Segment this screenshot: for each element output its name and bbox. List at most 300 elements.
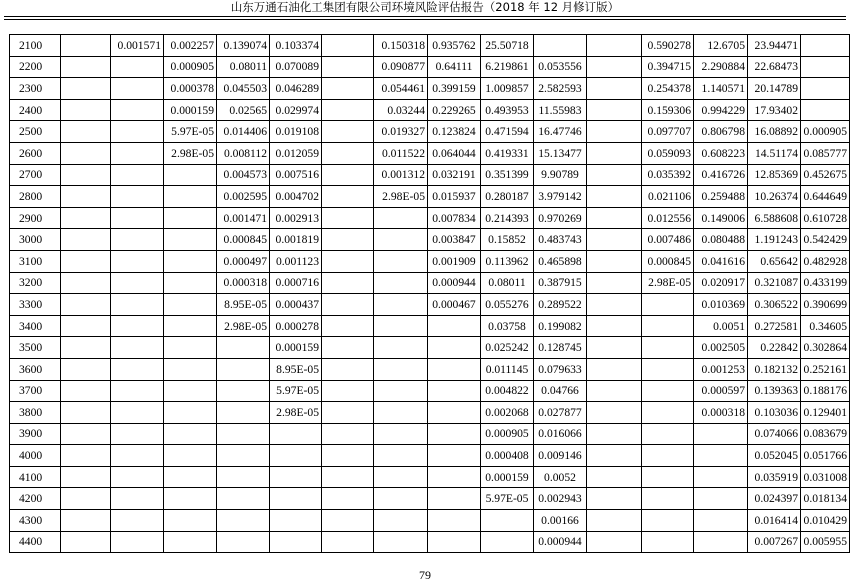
table-cell	[587, 35, 642, 57]
table-cell	[642, 423, 694, 445]
table-cell: 0.002257	[164, 35, 217, 57]
table-cell: 0.052045	[748, 445, 801, 467]
table-cell	[694, 510, 748, 532]
table-cell	[587, 488, 642, 510]
table-cell: 0.085777	[801, 142, 850, 164]
table-cell	[322, 531, 374, 553]
table-cell	[322, 99, 374, 121]
table-row	[10, 56, 850, 78]
table-cell: 0.029974	[270, 99, 322, 121]
table-cell: 0.009146	[534, 445, 587, 467]
table-row	[10, 466, 850, 488]
table-row	[10, 294, 850, 316]
table-cell: 0.016414	[748, 510, 801, 532]
table-cell: 0.007486	[642, 229, 694, 251]
table-cell	[61, 466, 111, 488]
table-cell: 0.001312	[374, 164, 428, 186]
table-cell	[270, 445, 322, 467]
table-cell: 0.045503	[217, 78, 270, 100]
table-cell	[61, 315, 111, 337]
table-cell: 15.13477	[534, 142, 587, 164]
table-cell	[61, 445, 111, 467]
table-cell: 0.02565	[217, 99, 270, 121]
table-cell: 2.98E-05	[164, 142, 217, 164]
depth-cell: 3300	[10, 294, 61, 316]
table-cell: 0.452675	[801, 164, 850, 186]
table-cell	[164, 445, 217, 467]
table-cell	[111, 380, 164, 402]
table-cell	[481, 531, 534, 553]
table-cell: 0.259488	[694, 186, 748, 208]
table-cell	[322, 488, 374, 510]
table-cell: 0.000716	[270, 272, 322, 294]
table-cell: 2.290884	[694, 56, 748, 78]
table-cell	[164, 294, 217, 316]
table-cell: 0.0051	[694, 315, 748, 337]
table-row	[10, 207, 850, 229]
table-cell: 0.34605	[801, 315, 850, 337]
table-cell: 0.011522	[374, 142, 428, 164]
table-cell: 5.97E-05	[481, 488, 534, 510]
table-cell	[111, 315, 164, 337]
table-cell	[428, 466, 481, 488]
table-cell: 0.254378	[642, 78, 694, 100]
table-cell	[322, 35, 374, 57]
table-cell	[374, 466, 428, 488]
table-cell: 0.000497	[217, 250, 270, 272]
table-cell: 0.000437	[270, 294, 322, 316]
table-cell: 0.139074	[217, 35, 270, 57]
table-cell: 0.644649	[801, 186, 850, 208]
depth-cell: 2400	[10, 99, 61, 121]
table-cell	[694, 445, 748, 467]
table-cell: 0.128745	[534, 337, 587, 359]
table-cell: 23.94471	[748, 35, 801, 57]
table-cell	[642, 466, 694, 488]
table-cell: 0.007834	[428, 207, 481, 229]
table-cell	[164, 207, 217, 229]
table-cell	[322, 402, 374, 424]
table-cell	[61, 510, 111, 532]
table-cell: 0.012059	[270, 142, 322, 164]
table-cell	[217, 380, 270, 402]
table-cell: 0.008112	[217, 142, 270, 164]
table-cell: 0.018134	[801, 488, 850, 510]
table-cell: 0.014406	[217, 121, 270, 143]
table-cell: 0.004822	[481, 380, 534, 402]
table-cell: 0.074066	[748, 423, 801, 445]
table-cell	[61, 402, 111, 424]
table-cell	[164, 380, 217, 402]
table-cell: 0.493953	[481, 99, 534, 121]
table-cell	[534, 35, 587, 57]
table-cell	[587, 510, 642, 532]
table-row	[10, 35, 850, 57]
table-cell: 0.103374	[270, 35, 322, 57]
table-cell	[164, 402, 217, 424]
table-cell	[322, 294, 374, 316]
table-cell: 0.015937	[428, 186, 481, 208]
table-cell: 0.399159	[428, 78, 481, 100]
table-cell: 0.007516	[270, 164, 322, 186]
table-cell	[322, 121, 374, 143]
table-cell	[587, 402, 642, 424]
table-cell	[374, 207, 428, 229]
table-cell	[587, 423, 642, 445]
table-cell	[111, 531, 164, 553]
table-cell	[322, 207, 374, 229]
table-cell	[587, 207, 642, 229]
header-rule-thin	[4, 19, 846, 20]
table-cell: 0.031008	[801, 466, 850, 488]
table-cell: 2.98E-05	[374, 186, 428, 208]
table-cell	[270, 488, 322, 510]
table-cell: 0.010369	[694, 294, 748, 316]
table-cell	[587, 272, 642, 294]
table-cell	[111, 294, 164, 316]
table-cell: 0.433199	[801, 272, 850, 294]
table-cell	[642, 315, 694, 337]
table-cell: 2.582593	[534, 78, 587, 100]
table-cell: 9.90789	[534, 164, 587, 186]
table-cell	[164, 531, 217, 553]
table-cell	[61, 186, 111, 208]
table-cell	[164, 358, 217, 380]
table-cell	[587, 315, 642, 337]
table-cell: 0.001123	[270, 250, 322, 272]
table-cell	[322, 56, 374, 78]
table-cell	[642, 510, 694, 532]
depth-cell: 3100	[10, 250, 61, 272]
table-cell	[428, 358, 481, 380]
table-cell: 0.321087	[748, 272, 801, 294]
table-cell	[322, 164, 374, 186]
table-cell: 0.059093	[642, 142, 694, 164]
table-cell: 0.150318	[374, 35, 428, 57]
table-row	[10, 78, 850, 100]
table-cell: 0.289522	[534, 294, 587, 316]
table-cell: 0.000467	[428, 294, 481, 316]
table-cell	[217, 531, 270, 553]
table-cell: 0.149006	[694, 207, 748, 229]
table-cell: 5.97E-05	[164, 121, 217, 143]
table-cell: 0.590278	[642, 35, 694, 57]
table-row	[10, 272, 850, 294]
table-cell	[374, 358, 428, 380]
table-cell: 0.465898	[534, 250, 587, 272]
table-cell	[322, 380, 374, 402]
table-cell	[111, 510, 164, 532]
table-cell: 0.229265	[428, 99, 481, 121]
table-cell: 0.035919	[748, 466, 801, 488]
table-cell: 22.68473	[748, 56, 801, 78]
table-cell	[801, 35, 850, 57]
table-cell: 0.079633	[534, 358, 587, 380]
table-cell	[61, 121, 111, 143]
table-cell	[642, 358, 694, 380]
table-row	[10, 229, 850, 251]
table-row	[10, 164, 850, 186]
table-cell	[428, 445, 481, 467]
table-cell	[217, 510, 270, 532]
table-cell: 0.000905	[481, 423, 534, 445]
table-cell	[587, 294, 642, 316]
table-cell	[111, 445, 164, 467]
table-cell: 0.046289	[270, 78, 322, 100]
table-cell: 0.351399	[481, 164, 534, 186]
table-cell	[642, 488, 694, 510]
table-cell	[164, 186, 217, 208]
depth-cell: 2900	[10, 207, 61, 229]
table-cell	[428, 531, 481, 553]
table-cell	[801, 78, 850, 100]
table-cell	[374, 250, 428, 272]
page-number: 79	[419, 568, 431, 582]
table-cell: 1.191243	[748, 229, 801, 251]
table-cell: 0.020917	[694, 272, 748, 294]
table-cell: 5.97E-05	[270, 380, 322, 402]
table-cell	[587, 531, 642, 553]
table-cell	[801, 99, 850, 121]
table-cell: 0.608223	[694, 142, 748, 164]
table-cell: 0.139363	[748, 380, 801, 402]
table-cell	[164, 164, 217, 186]
table-cell	[587, 466, 642, 488]
table-cell: 0.025242	[481, 337, 534, 359]
table-cell	[111, 488, 164, 510]
table-cell: 0.306522	[748, 294, 801, 316]
table-cell: 0.080488	[694, 229, 748, 251]
table-cell: 0.03244	[374, 99, 428, 121]
table-cell: 0.000845	[217, 229, 270, 251]
depth-cell: 3800	[10, 402, 61, 424]
table-cell	[587, 164, 642, 186]
table-cell: 0.001471	[217, 207, 270, 229]
table-cell: 0.000159	[164, 99, 217, 121]
table-cell: 0.000944	[428, 272, 481, 294]
table-cell	[61, 35, 111, 57]
table-cell	[642, 402, 694, 424]
table-cell: 0.002943	[534, 488, 587, 510]
table-cell	[428, 380, 481, 402]
table-cell	[374, 423, 428, 445]
depth-cell: 3700	[10, 380, 61, 402]
depth-cell: 4200	[10, 488, 61, 510]
table-row	[10, 142, 850, 164]
depth-cell: 4100	[10, 466, 61, 488]
table-cell: 0.65642	[748, 250, 801, 272]
table-cell	[587, 186, 642, 208]
table-cell	[61, 78, 111, 100]
table-cell: 0.103036	[748, 402, 801, 424]
depth-cell: 3500	[10, 337, 61, 359]
table-cell: 0.182132	[748, 358, 801, 380]
table-cell: 0.113962	[481, 250, 534, 272]
table-cell	[642, 294, 694, 316]
table-cell	[374, 488, 428, 510]
table-cell	[694, 531, 748, 553]
table-cell: 2.98E-05	[270, 402, 322, 424]
table-row	[10, 337, 850, 359]
table-cell: 2.98E-05	[217, 315, 270, 337]
table-cell: 0.021106	[642, 186, 694, 208]
table-cell	[61, 380, 111, 402]
table-cell	[270, 510, 322, 532]
table-cell	[374, 294, 428, 316]
table-cell: 0.005955	[801, 531, 850, 553]
depth-cell: 2300	[10, 78, 61, 100]
table-cell: 12.85369	[748, 164, 801, 186]
table-cell	[61, 229, 111, 251]
table-cell	[270, 466, 322, 488]
table-row	[10, 402, 850, 424]
table-cell	[481, 510, 534, 532]
table-cell: 0.012556	[642, 207, 694, 229]
table-cell	[322, 78, 374, 100]
table-cell	[61, 423, 111, 445]
table-cell	[428, 315, 481, 337]
table-cell: 0.970269	[534, 207, 587, 229]
table-cell: 0.000597	[694, 380, 748, 402]
table-cell: 8.95E-05	[270, 358, 322, 380]
table-cell: 0.019108	[270, 121, 322, 143]
table-cell	[642, 445, 694, 467]
table-cell	[111, 164, 164, 186]
table-cell	[217, 445, 270, 467]
table-cell	[217, 402, 270, 424]
table-cell	[111, 78, 164, 100]
depth-cell: 4000	[10, 445, 61, 467]
table-cell	[111, 272, 164, 294]
table-cell	[164, 250, 217, 272]
table-cell: 17.93402	[748, 99, 801, 121]
table-cell	[111, 466, 164, 488]
table-cell: 0.002595	[217, 186, 270, 208]
depth-cell: 3000	[10, 229, 61, 251]
table-row	[10, 99, 850, 121]
table-cell	[270, 423, 322, 445]
table-row	[10, 121, 850, 143]
table-cell: 0.000159	[481, 466, 534, 488]
table-cell	[164, 315, 217, 337]
table-cell	[61, 337, 111, 359]
table-cell	[322, 337, 374, 359]
table-cell	[111, 337, 164, 359]
table-cell: 0.070089	[270, 56, 322, 78]
table-cell: 1.009857	[481, 78, 534, 100]
table-cell: 0.03758	[481, 315, 534, 337]
table-cell: 0.00166	[534, 510, 587, 532]
table-cell: 0.016066	[534, 423, 587, 445]
table-cell	[164, 466, 217, 488]
table-cell: 0.994229	[694, 99, 748, 121]
depth-cell: 4400	[10, 531, 61, 553]
table-cell	[428, 337, 481, 359]
table-cell	[587, 229, 642, 251]
table-row	[10, 186, 850, 208]
table-cell	[322, 510, 374, 532]
table-cell: 0.482928	[801, 250, 850, 272]
table-cell: 6.588608	[748, 207, 801, 229]
header-rule	[4, 16, 846, 17]
table-cell	[322, 315, 374, 337]
table-cell: 0.000845	[642, 250, 694, 272]
table-cell	[164, 488, 217, 510]
table-cell: 0.123824	[428, 121, 481, 143]
table-cell	[111, 99, 164, 121]
table-cell	[374, 272, 428, 294]
table-cell	[374, 229, 428, 251]
table-cell: 0.419331	[481, 142, 534, 164]
table-cell: 0.032191	[428, 164, 481, 186]
table-cell	[587, 121, 642, 143]
table-cell: 0.199082	[534, 315, 587, 337]
table-cell: 20.14789	[748, 78, 801, 100]
table-cell	[428, 423, 481, 445]
table-row	[10, 380, 850, 402]
table-cell: 0.806798	[694, 121, 748, 143]
depth-cell: 4300	[10, 510, 61, 532]
table-cell	[587, 56, 642, 78]
table-cell: 0.027877	[534, 402, 587, 424]
table-cell: 14.51174	[748, 142, 801, 164]
table-cell	[322, 272, 374, 294]
table-cell: 0.007267	[748, 531, 801, 553]
table-cell: 0.000408	[481, 445, 534, 467]
table-cell: 0.019327	[374, 121, 428, 143]
table-cell: 0.002505	[694, 337, 748, 359]
depth-cell: 2800	[10, 186, 61, 208]
table-cell: 0.302864	[801, 337, 850, 359]
table-cell: 0.001819	[270, 229, 322, 251]
table-cell	[587, 99, 642, 121]
table-cell	[374, 531, 428, 553]
table-cell: 0.0052	[534, 466, 587, 488]
table-cell	[111, 358, 164, 380]
table-cell	[322, 466, 374, 488]
table-cell: 6.219861	[481, 56, 534, 78]
table-cell: 0.214393	[481, 207, 534, 229]
table-cell	[111, 186, 164, 208]
table-cell: 0.22842	[748, 337, 801, 359]
depth-cell: 3200	[10, 272, 61, 294]
table-cell	[694, 423, 748, 445]
table-cell	[217, 488, 270, 510]
table-cell	[164, 272, 217, 294]
table-cell	[587, 337, 642, 359]
table-cell	[374, 380, 428, 402]
table-cell	[374, 445, 428, 467]
table-cell	[217, 337, 270, 359]
table-cell: 25.50718	[481, 35, 534, 57]
table-cell: 0.390699	[801, 294, 850, 316]
depth-cell: 2500	[10, 121, 61, 143]
table-cell	[164, 337, 217, 359]
table-cell	[61, 531, 111, 553]
table-cell	[164, 229, 217, 251]
table-cell	[270, 531, 322, 553]
table-cell: 0.083679	[801, 423, 850, 445]
table-cell	[61, 294, 111, 316]
table-cell	[217, 358, 270, 380]
table-cell: 0.04766	[534, 380, 587, 402]
table-cell	[694, 466, 748, 488]
table-cell: 0.055276	[481, 294, 534, 316]
table-row	[10, 531, 850, 553]
table-cell	[642, 531, 694, 553]
table-cell	[587, 380, 642, 402]
table-cell	[61, 250, 111, 272]
